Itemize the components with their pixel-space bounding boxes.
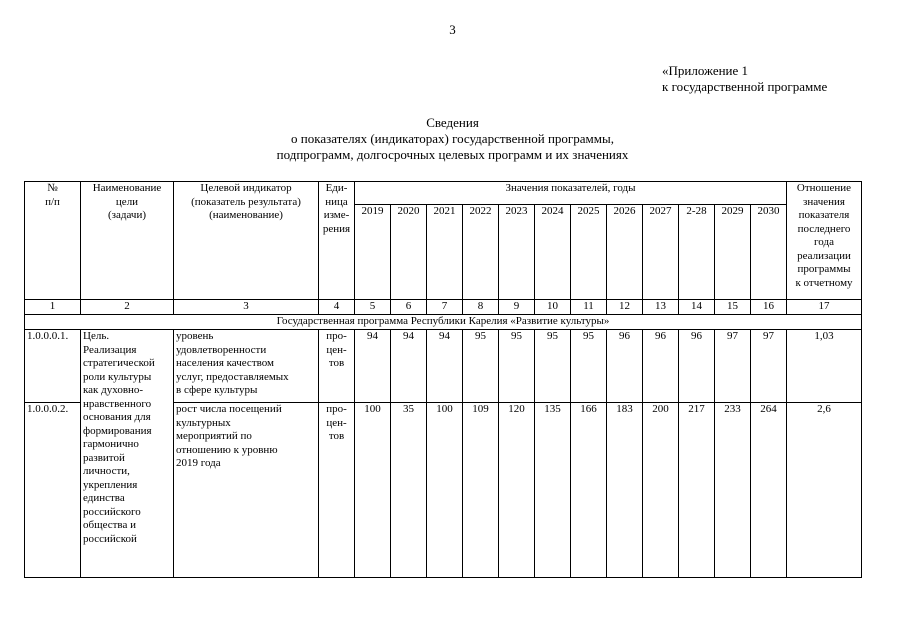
- column-number: 12: [607, 300, 643, 315]
- value-cell: 35: [391, 403, 427, 578]
- header-year: 2029: [715, 205, 751, 300]
- value-cell: 264: [751, 403, 787, 578]
- indicator-line: мероприятий по: [176, 430, 252, 442]
- column-number: 16: [751, 300, 787, 315]
- goal-line: единства: [83, 492, 125, 504]
- header-year: 2021: [427, 205, 463, 300]
- value-cell: 109: [463, 403, 499, 578]
- goal-line: роли культуры: [83, 370, 152, 383]
- header-indicator: [174, 182, 319, 300]
- appendix-line-1: «Приложение 1: [662, 63, 749, 78]
- header-year: 2025: [571, 205, 607, 300]
- goal-cell: [81, 330, 174, 578]
- column-number: 10: [535, 300, 571, 315]
- value-cell: 135: [535, 403, 571, 578]
- goal-line: укрепления: [83, 478, 138, 491]
- value-cell: 96: [643, 330, 679, 403]
- header-year: 2024: [535, 205, 571, 300]
- ratio-cell: 2,6: [787, 403, 862, 578]
- value-cell: 97: [751, 330, 787, 403]
- header-ratio: [787, 182, 862, 300]
- header-unit-line: Еди-: [325, 182, 348, 194]
- header-indicator-line: (наименование): [209, 209, 283, 221]
- column-number: 15: [715, 300, 751, 315]
- goal-line: российского: [83, 505, 141, 518]
- goal-line: гармонично: [83, 438, 139, 450]
- column-number: 3: [174, 300, 319, 315]
- header-year: 2019: [355, 205, 391, 300]
- column-number: 9: [499, 300, 535, 315]
- program-title-row: Государственная программа Республики Карелия «Развитие культуры»: [25, 315, 862, 330]
- value-cell: 166: [571, 403, 607, 578]
- column-number: 5: [355, 300, 391, 315]
- title-line-1: Сведения: [426, 115, 479, 130]
- page-number: 3: [449, 22, 456, 37]
- goal-line: общества и: [83, 519, 136, 531]
- header-ratio-line: года: [814, 236, 834, 248]
- goal-line: как духовно-: [83, 384, 144, 396]
- header-ratio-line: реализации: [797, 249, 851, 262]
- header-unit-line: ница: [325, 195, 348, 208]
- goal-line: формирования: [83, 424, 152, 437]
- document-title: [0, 115, 905, 163]
- goal-line: развитой: [83, 451, 125, 464]
- unit-cell: [319, 330, 355, 403]
- header-num: [25, 182, 81, 300]
- header-year: 2-28: [679, 205, 715, 300]
- value-cell: 100: [427, 403, 463, 578]
- goal-line: Цель.: [83, 330, 110, 342]
- indicator-cell: [174, 403, 319, 578]
- goal-line: российской: [83, 532, 137, 545]
- value-cell: 95: [535, 330, 571, 403]
- column-number: 14: [679, 300, 715, 315]
- value-cell: 96: [679, 330, 715, 403]
- unit-line: цен-: [326, 343, 347, 356]
- title-line-2: о показателях (индикаторах) государственной программы,: [291, 131, 614, 146]
- value-cell: 94: [427, 330, 463, 403]
- indicator-line: удовлетворенности: [176, 343, 267, 356]
- header-ratio-line: программы: [797, 263, 851, 275]
- header-ratio-line: показателя: [798, 209, 850, 221]
- header-year: 2030: [751, 205, 787, 300]
- header-indicator-line: (показатель результата): [191, 195, 301, 208]
- header-num-line: п/п: [45, 195, 60, 208]
- header-year: 2020: [391, 205, 427, 300]
- header-goal-line: цели: [115, 195, 139, 208]
- column-number: 7: [427, 300, 463, 315]
- header-indicator-line: Целевой индикатор: [200, 182, 292, 194]
- indicator-line: населения качеством: [176, 357, 274, 369]
- header-ratio-line: Отношение: [796, 182, 852, 194]
- header-ratio-line: к отчетному: [795, 276, 853, 289]
- value-cell: 183: [607, 403, 643, 578]
- indicator-line: услуг, предоставляемых: [176, 370, 289, 383]
- header-goal-line: (задачи): [107, 209, 146, 221]
- ratio-cell: 1,03: [787, 330, 862, 403]
- row-number: 1.0.0.0.1.: [25, 330, 81, 403]
- column-number: 4: [319, 300, 355, 315]
- goal-line: личности,: [83, 465, 130, 477]
- column-number: 6: [391, 300, 427, 315]
- value-cell: 217: [679, 403, 715, 578]
- unit-line: цен-: [326, 416, 347, 429]
- value-cell: 120: [499, 403, 535, 578]
- header-unit-line: изме-: [323, 209, 350, 221]
- header-year: 2027: [643, 205, 679, 300]
- value-cell: 94: [391, 330, 427, 403]
- appendix-line-2: к государственной программе: [662, 79, 828, 94]
- value-cell: 95: [571, 330, 607, 403]
- header-unit: [319, 182, 355, 300]
- column-number: 1: [25, 300, 81, 315]
- value-cell: 233: [715, 403, 751, 578]
- unit-line: тов: [328, 357, 345, 369]
- header-year: 2022: [463, 205, 499, 300]
- indicator-line: культурных: [176, 416, 231, 429]
- unit-line: про-: [326, 330, 347, 342]
- unit-line: тов: [328, 430, 345, 442]
- header-goal: [81, 182, 174, 300]
- goal-line: стратегической: [83, 357, 155, 369]
- column-number: 8: [463, 300, 499, 315]
- value-cell: 94: [355, 330, 391, 403]
- goal-line: основания для: [83, 411, 151, 423]
- unit-line: про-: [326, 403, 347, 415]
- header-values-title: Значения показателей, годы: [355, 182, 787, 205]
- header-goal-line: Наименование: [92, 182, 162, 194]
- indicator-line: уровень: [176, 330, 214, 342]
- column-number: 11: [571, 300, 607, 315]
- indicator-cell: [174, 330, 319, 403]
- indicators-table: [24, 181, 862, 578]
- value-cell: 200: [643, 403, 679, 578]
- column-number: 13: [643, 300, 679, 315]
- value-cell: 95: [499, 330, 535, 403]
- header-ratio-line: значения: [803, 195, 845, 208]
- value-cell: 97: [715, 330, 751, 403]
- unit-cell: [319, 403, 355, 578]
- header-year: 2023: [499, 205, 535, 300]
- value-cell: 95: [463, 330, 499, 403]
- indicator-line: 2019 года: [176, 457, 221, 469]
- header-ratio-line: последнего: [797, 222, 851, 235]
- indicator-line: в сфере культуры: [176, 384, 258, 396]
- header-num-line: №: [47, 182, 58, 194]
- column-number: 2: [81, 300, 174, 315]
- value-cell: 100: [355, 403, 391, 578]
- header-year: 2026: [607, 205, 643, 300]
- indicator-line: отношению к уровню: [176, 443, 278, 456]
- appendix-caption: [662, 63, 827, 95]
- value-cell: 96: [607, 330, 643, 403]
- row-number: 1.0.0.0.2.: [25, 403, 81, 578]
- column-number: 17: [787, 300, 862, 315]
- title-line-3: подпрограмм, долгосрочных целевых программ и их значениях: [276, 147, 629, 162]
- indicator-line: рост числа посещений: [176, 403, 282, 415]
- goal-line: Реализация: [83, 343, 137, 356]
- goal-line: нравственного: [83, 397, 152, 410]
- header-unit-line: рения: [322, 222, 351, 235]
